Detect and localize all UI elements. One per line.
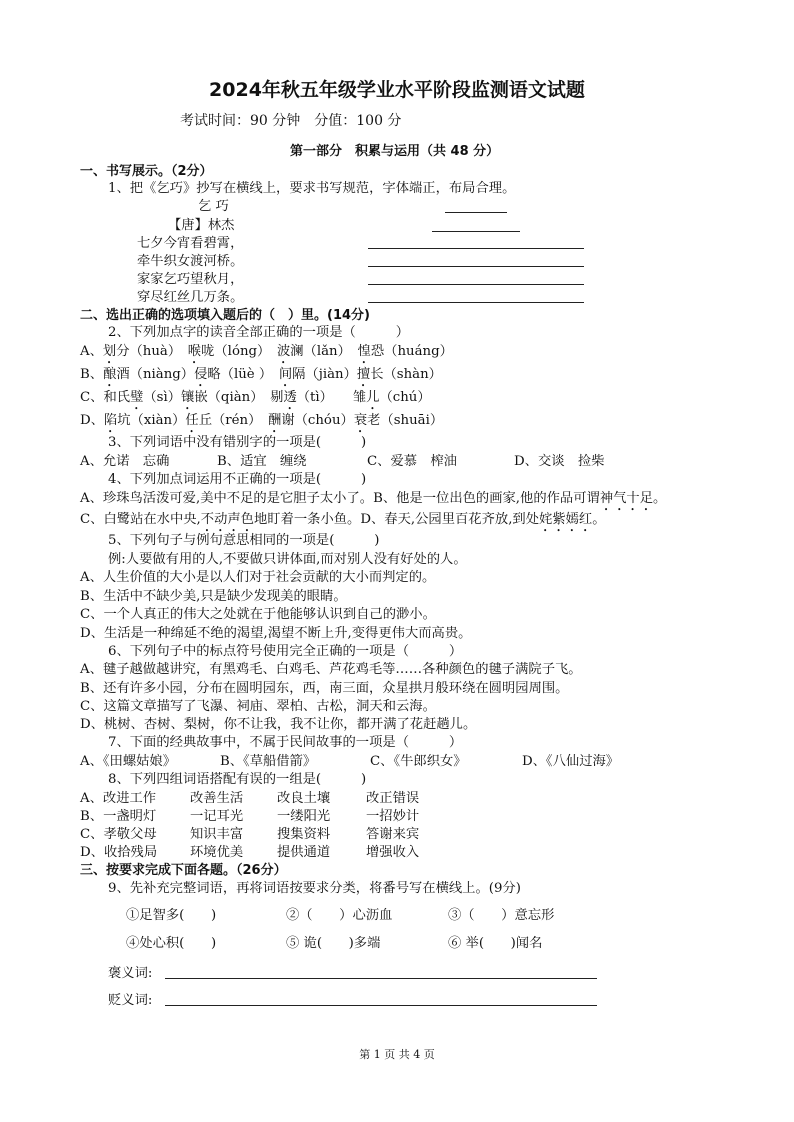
dotted-char: 陷 [103, 413, 118, 428]
question-5-option-d[interactable]: D、生活是一种绵延不绝的渴望,渴望不断上升,变得更伟大而高贵。 [80, 626, 472, 641]
dotted-char: 酿 [103, 367, 117, 382]
word-cell: D、收拾残局 [80, 845, 158, 860]
option-letter: A、 [80, 344, 103, 359]
poem-line: 穿尽红丝几万条。 [137, 290, 244, 305]
dotted-char: 透 [283, 390, 297, 405]
question-3-option-a[interactable]: A、允诺 忘确 [80, 454, 170, 469]
question-5-example: 例:人要做有用的人,不要做只讲体面,而对别人没有好处的人。 [108, 552, 467, 567]
part-one-heading: 第一部分 积累与运用（共 48 分） [290, 144, 500, 159]
option-text: （tì） 雏 [296, 390, 367, 405]
poem-title-answer-line[interactable] [445, 212, 507, 213]
dotted-char: 喉 [187, 344, 202, 359]
option-text: 澜（lǎn） [290, 344, 358, 359]
dotted-char: 侵 [194, 367, 208, 382]
question-2-option-d[interactable] [80, 413, 443, 436]
option-text: （sì） [143, 390, 182, 405]
word-cell: 改正错误 [366, 791, 420, 806]
word-cell: 一招妙计 [366, 809, 420, 824]
question-6-option-b[interactable]: B、还有许多小园，分布在圆明园东，西，南三面，众星拱月般环绕在圆明园周围。 [80, 681, 569, 696]
option-text: 谢（chóu） [281, 413, 354, 428]
question-7-option-b[interactable]: B、《草船借箭》 [220, 754, 317, 769]
word-cell: 一缕阳光 [277, 809, 331, 824]
question-2-option-a[interactable] [80, 344, 453, 367]
option-text: 坑（xiàn） [117, 413, 186, 428]
idiom-blank[interactable]: ②（ ）心沥血 [286, 908, 393, 923]
word-cell: 知识丰富 [190, 827, 244, 842]
option-text: C、和氏 [80, 390, 131, 405]
dotted-char: 擅 [356, 367, 371, 382]
question-2-stem: 2、下列加点字的读音全部正确的一项是（ ） [108, 325, 409, 340]
option-text: 酒（niàng） [116, 367, 195, 382]
dotted-char: 惶 [357, 344, 371, 359]
question-7-option-d[interactable]: D、《八仙过海》 [522, 754, 620, 769]
poem-line: 七夕今宵看碧霄， [137, 236, 244, 251]
dotted-char: 衰 [353, 413, 368, 428]
word-cell: 搜集资料 [277, 827, 331, 842]
question-5-option-a[interactable]: A、人生价值的大小是以人们对于社会贡献的大小而判定的。 [80, 570, 436, 585]
question-6-option-a[interactable]: A、毽子越做越讲究，有黑鸡毛、白鸡毛、芦花鸡毛等……各种颜色的毽子满院子飞。 [80, 662, 582, 677]
praise-label: 褒义词: [108, 966, 153, 981]
dotted-char: 间 [278, 367, 293, 382]
word-cell: 一记耳光 [190, 809, 244, 824]
dotted-char: 波 [276, 344, 291, 359]
word-cell: B、一盏明灯 [80, 809, 157, 824]
option-text: 。 [592, 512, 606, 527]
question-3-stem: 3、下列词语中没有错别字的一项是( ) [108, 435, 367, 450]
word-cell: 提供通道 [277, 845, 331, 860]
idiom-blank[interactable]: ③（ ）意忘形 [448, 908, 555, 923]
question-8-stem: 8、下列四组词语搭配有误的一组是( ) [108, 772, 367, 787]
exam-info: 考试时间：90 分钟 分值：100 分 [180, 113, 402, 129]
poem-author-answer-line[interactable] [432, 231, 520, 232]
dotted-char: 璧 [130, 390, 144, 405]
section-two-heading: 二、选出正确的选项填入题后的（ ）里。(14分) [80, 308, 370, 323]
option-text: 隔（jiàn） [292, 367, 357, 382]
option-text: 略（lüè ） [207, 367, 279, 382]
word-cell: A、改进工作 [80, 791, 157, 806]
question-7-stem: 7、下面的经典故事中，不属于民间故事的一项是（ ） [108, 735, 463, 750]
poem-line: 牵牛织女渡河桥。 [137, 254, 244, 269]
option-text: 分（huà） [116, 344, 188, 359]
poem-line: 家家乞巧望秋月， [137, 272, 244, 287]
option-text: 丘（rén） [198, 413, 269, 428]
derog-label: 贬义词: [108, 993, 153, 1008]
question-6-option-c[interactable]: C、这篇文章描写了飞瀑、祠庙、翠柏、古松，洞天和云海。 [80, 699, 436, 714]
question-9-stem: 9、先补充完整词语，再将词语按要求分类，将番号写在横线上。(9分) [108, 881, 521, 896]
poem-answer-line[interactable] [368, 248, 584, 249]
idiom-blank[interactable]: ⑤ 诡( )多端 [286, 936, 381, 951]
word-cell: 增强收入 [366, 845, 420, 860]
question-7-option-a[interactable]: A、《田螺姑娘》 [80, 754, 177, 769]
question-3-option-d[interactable]: D、交谈 捡柴 [514, 454, 605, 469]
exam-title: 2024年秋五年级学业水平阶段监测语文试题 [209, 79, 585, 101]
question-2-option-c[interactable] [80, 390, 431, 413]
option-text: 恐（huáng） [370, 344, 453, 359]
option-text: 咙（lóng） [201, 344, 277, 359]
page-number: 第 1 页 共 4 页 [359, 1048, 435, 1061]
question-4-options-ab[interactable] [80, 491, 666, 514]
dotted-char: 划 [102, 344, 117, 359]
option-text: C、白鹭站在水中央, [80, 512, 201, 527]
option-text: 老（shuāi） [367, 413, 444, 428]
option-text: （chú） [379, 390, 431, 405]
section-three-heading: 三、按要求完成下面各题。（26分） [80, 863, 287, 878]
question-5-stem: 5、下列句子与例句意思相同的一项是( ) [108, 533, 380, 548]
dotted-word: 姹紫嫣红 [539, 512, 593, 527]
derog-answer-line[interactable] [165, 1005, 597, 1006]
dotted-word: 不动声色 [200, 512, 254, 527]
question-6-option-d[interactable]: D、桃树、杏树、梨树，你不让我，我不让你，都开满了花赶趟儿。 [80, 717, 477, 732]
question-2-option-b[interactable] [80, 367, 442, 390]
dotted-char: 酬 [268, 413, 282, 428]
word-cell: 答谢来宾 [366, 827, 420, 842]
question-6-stem: 6、下列句子中的标点符号使用完全正确的一项是（ ） [108, 644, 463, 659]
option-letter: D、 [80, 413, 104, 428]
word-cell: 环境优美 [190, 845, 244, 860]
idiom-blank[interactable]: ⑥ 举( )闻名 [448, 936, 543, 951]
poem-answer-line[interactable] [368, 284, 584, 285]
question-3-option-c[interactable]: C、爱慕 榨油 [367, 454, 457, 469]
option-text: 地盯着一条小鱼。D、春天,公园里百花齐放,到处 [253, 512, 540, 527]
dotted-word: 神气十足 [599, 491, 653, 506]
word-cell: 改良土壤 [277, 791, 331, 806]
option-letter: B、 [80, 367, 104, 382]
poem-answer-line[interactable] [368, 302, 584, 303]
word-cell: 改善生活 [190, 791, 244, 806]
section-one-heading: 一、书写展示。（2分） [80, 164, 213, 179]
question-7-option-c[interactable]: C、《牛郎织女》 [370, 754, 467, 769]
poem-answer-line[interactable] [368, 266, 584, 267]
dotted-char: 儿 [366, 390, 380, 405]
question-1: 1、把《乞巧》抄写在横线上，要求书写规范，字体端正，布局合理。 [108, 181, 516, 196]
word-cell: C、孝敬父母 [80, 827, 157, 842]
question-4-options-cd[interactable] [80, 512, 606, 535]
poem-title: 乞 巧 [198, 199, 229, 214]
idiom-blank[interactable]: ①足智多( ) [126, 908, 217, 923]
question-4-stem: 4、下列加点词运用不正确的一项是( ) [108, 472, 367, 487]
praise-answer-line[interactable] [165, 978, 597, 979]
option-text: 嵌（qiàn） 剔 [194, 390, 284, 405]
dotted-char: 任 [185, 413, 199, 428]
poem-author: 【唐】林杰 [168, 218, 235, 233]
option-text: A、珍珠鸟活泼可爱,美中不足的是它胆子太小了。B、他是一位出色的画家,他的作品可谓 [80, 491, 600, 506]
question-5-option-c[interactable]: C、一个人真正的伟大之处就在于他能够认识到自己的渺小。 [80, 607, 436, 622]
question-3-option-b[interactable]: B、适宜 缠绕 [217, 454, 307, 469]
option-text: 长（shàn） [370, 367, 442, 382]
question-5-option-b[interactable]: B、生活中不缺少美,只是缺少发现美的眼睛。 [80, 589, 347, 604]
option-text: 。 [653, 491, 667, 506]
idiom-blank[interactable]: ④处心积( ) [126, 936, 217, 951]
dotted-char: 镶 [181, 390, 195, 405]
